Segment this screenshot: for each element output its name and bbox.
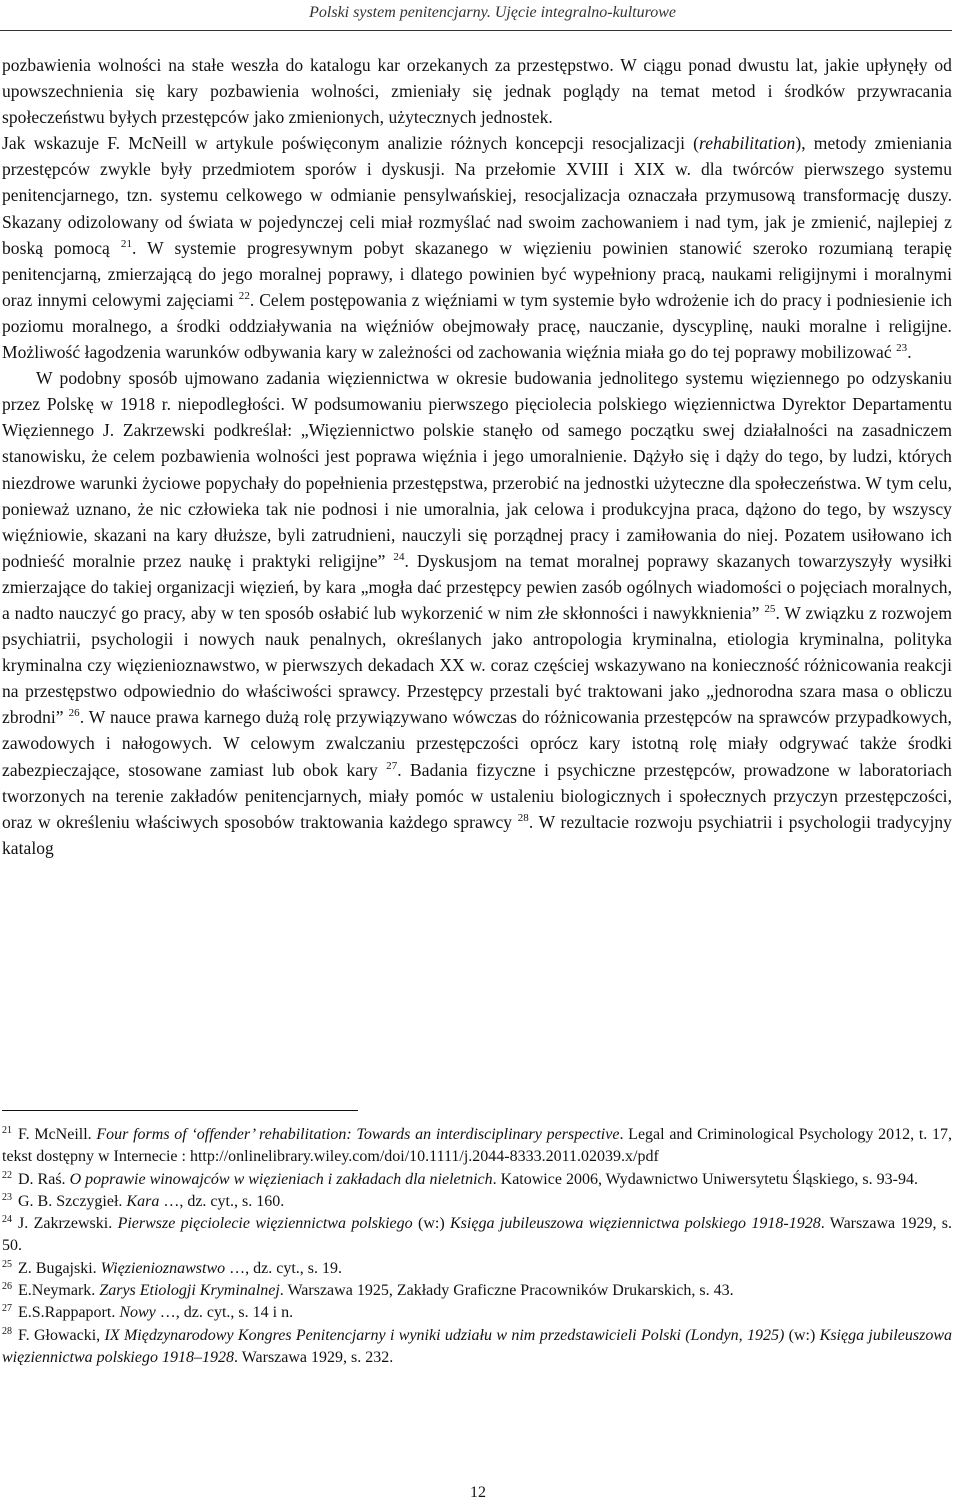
running-title: Polski system penitencjarny. Ujęcie integralno-kulturowe [309,4,676,21]
paragraph-2 [2,130,952,365]
footnote-text: (w:) [784,1326,820,1344]
footnote-title: Zarys Etiologji Kryminalnej [99,1282,280,1300]
page-number-text: 12 [470,1484,486,1501]
footnote-text: . Warszawa 1925, Zakłady Graficzne Pracowników Drukarskich, s. 43. [279,1282,734,1300]
footnote-title: Nowy [119,1304,156,1322]
footnote-ref-23[interactable]: 23 [896,342,908,355]
header-divider [0,30,952,31]
footnote-26 [2,1280,952,1302]
paragraph-1 [2,52,952,130]
footnote-title: Księga jubileuszowa więziennictwa polskiego 1918–1928 [2,1326,952,1366]
footnote-21 [2,1124,952,1169]
footnote-27 [2,1302,952,1324]
footnotes [2,1124,952,1369]
footnote-number: 25 [2,1258,12,1270]
footnote-ref-22[interactable]: 22 [238,289,250,302]
paragraph-text: . Badania fizyczne i psychiczne przestępców, prowadzone w laboratoriach tworzonych na terenie zakładów penitencjarnych, miały pomóc w ustaleniu biologicznych i społecznych przyczyn przestępczości, oraz w określeniu właściwych sposobów traktowania każdego sprawcy [2,759,952,832]
paragraph-text: ), metody zmieniania przestępców zwykle były przedmiotem sporów i dyskusji. Na przełomie XVIII i XIX w. dla twórców pierwszego systemu penitencjarnego, tzn. systemu celkowego w odmianie pensylwańskiej, resocjalizacja oznaczała przymusową transformację duszy. Skazany odizolowany od świata w pojedynczej celi miał rozmyślać nad swoim zachowaniem i nad tym, jak je zmienić, najlepiej z boską pomocą [2,133,952,258]
paragraph-text: . [907,342,912,363]
page-number [0,1484,960,1502]
footnote-25 [2,1258,952,1280]
footnote-title: Kara [126,1192,160,1210]
footnote-title: Księga jubileuszowa więziennictwa polskiego 1918-1928 [450,1215,821,1233]
footnote-title: Four forms of ‘offender’ rehabilitation: Towards an interdisciplinary perspective [96,1126,620,1143]
footnote-22 [2,1169,952,1191]
footnote-number: 27 [2,1303,12,1315]
footnote-23 [2,1191,952,1213]
footnote-title: O poprawie winowajców w więzieniach i zakładach dla nieletnich [69,1170,493,1188]
footnote-number: 28 [2,1325,12,1337]
paragraph-text: . W systemie progresywnym pobyt skazanego w więzieniu powinien stanowić szeroko rozumianą terapię penitencjarną, zmierzającą do jego moralnej poprawy, i dlatego powinien być wypełniony pracą, naukami religijnymi i moralnymi oraz innymi celowymi zajęciami [2,237,952,310]
footnote-text: E.Neymark. [18,1282,100,1300]
italic-term: rehabilitation [699,133,796,154]
footnote-title: Pierwsze pięciolecie więziennictwa polskiego [117,1215,413,1233]
footnote-ref-27[interactable]: 27 [386,759,398,772]
footnote-ref-26[interactable]: 26 [68,707,80,720]
footnote-ref-28[interactable]: 28 [517,811,529,824]
footnote-text: . Legal and Criminological Psychology 2012, t. 17, tekst dostępny w Internecie : http://onlinelibrary.wiley.com/doi/10.1111/j.2044-8333.2011.02039.x/pdf [2,1126,953,1166]
paragraph-text: pozbawienia wolności na stałe weszła do katalogu kar orzekanych za przestępstwo. W ciągu ponad dwustu lat, jakie upłynęły od upowszechnienia się kary pozbawienia wolności, zmieniały się jednak poglądy na temat metod i środków przywracania społeczeństwu byłych przestępców jako zmienionych, użytecznych jednostek. [2,55,952,128]
footnote-text: E.S.Rappaport. [18,1304,120,1322]
footnote-number: 24 [2,1214,12,1226]
footnote-text: D. Raś. [18,1170,70,1188]
paragraph-text: . Celem postępowania z więźniami w tym systemie było wdrożenie ich do pracy i podniesienie ich poziomu moralnego, a środki oddziaływania na więźniów obejmowały pracę, nauczanie, dyscyplinę, nauki moralne i religijne. Możliwość łagodzenia warunków odbywania kary w zależności od zachowania więźnia miała go do tej poprawy mobilizować [2,289,952,363]
paragraph-text: Jak wskazuje F. McNeill w artykule poświęconym analizie różnych koncepcji resocjalizacji ( [2,133,700,154]
paragraph-text: . W rezultacie rozwoju psychiatrii i psychologii tradycyjny katalog [2,811,952,858]
paragraph-3 [2,365,952,861]
footnote-text: …, dz. cyt., s. 14 i n. [155,1304,294,1322]
footnote-text: …, dz. cyt., s. 19. [225,1259,342,1277]
paragraph-text: . Dyskusjom na temat moralnej poprawy skazanych towarzyszyły wysiłki zmierzające do takiej organizacji więzień, by kara „mogła dać przestępcy pewien zasób ogólnych wiadomości o pojęciach moralnych, a nadto nauczyć go pracy, aby w ten sposób osłabić lub wykorzenić w nim złe skłonności i nawykknienia” [2,550,952,623]
footnote-text: . Warszawa 1929, s. 50. [2,1215,953,1255]
footnote-text: F. Głowacki, [18,1326,105,1344]
footnote-text: J. Zakrzewski. [18,1215,118,1233]
footnote-ref-24[interactable]: 24 [393,550,405,563]
footnote-divider [2,1110,358,1111]
footnote-text: …, dz. cyt., s. 160. [159,1192,285,1210]
page-header [0,4,960,30]
footnote-text: Z. Bugajski. [18,1259,101,1277]
footnote-number: 21 [2,1125,12,1136]
footnote-ref-21[interactable]: 21 [120,237,132,250]
footnote-24 [2,1213,952,1258]
footnote-number: 23 [2,1191,12,1203]
footnote-number: 22 [2,1169,12,1181]
paragraph-text: . W nauce prawa karnego dużą rolę przywiązywano wówczas do różnicowania przestępców na sprawców przypadkowych, zawodowych i nałogowych. W celowym zwalczaniu przestępczości oprócz kary istotną rolę miały odgrywać także środki zabezpieczające, stosowane zamiast lub obok kary [2,707,952,780]
footnote-ref-25[interactable]: 25 [764,602,776,615]
footnote-text: . Warszawa 1929, s. 232. [233,1348,394,1366]
footnote-title: Więzienioznawstwo [100,1259,226,1277]
footnote-title: IX Międzynarodowy Kongres Penitencjarny i wyniki udziału w nim przedstawicieli Polski (Londyn, 1925) [104,1326,785,1344]
paragraph-text: W podobny sposób ujmowano zadania więziennictwa w okresie budowania jednolitego systemu więziennego po odzyskaniu przez Polskę w 1918 r. niepodległości. W podsumowaniu pierwszego pięciolecia polskiego więziennictwa Dyrektor Departamentu Więziennego J. Zakrzewski podkreślał: „Więziennictwo polskie stanęło od samego początku swej działalności na zasadniczem stanowisku, że celem pozbawienia wolności jest poprawa więźnia i jego umoralnienie. Dążyło się i dąży do tego, by ludzi, których niezdrowe warunki życiowe popychały do popełnienia przestępstwa, przerobić na jednostki użyteczne dla społeczeństwa. W tym celu, ponieważ uznano, że nic człowieka tak nie podnosi i nie umoralnia, jak celowa i produkcyjna praca, dążono do tego, by wszyscy więźniowie, skazani na kary dłuższe, byli zatrudnieni, nauczyli się porządnej pracy i zamiłowania do niej. Pozatem usiłowano ich podnieść moralnie przez naukę i praktyki religijne” [2,368,952,571]
footnote-text: G. B. Szczygieł. [18,1192,127,1210]
footnote-28 [2,1325,952,1370]
footnote-text: F. McNeill. [18,1126,97,1143]
footnote-text: . Katowice 2006, Wydawnictwo Uniwersytetu Śląskiego, s. 93-94. [492,1170,918,1188]
footnote-number: 26 [2,1281,12,1293]
paragraph-text: . W związku z rozwojem psychiatrii, psychologii i nowych nauk penalnych, określanych jako antropologia kryminalna, etiologia kryminalna, polityka kryminalna czy więzienioznawstwo, w pierwszych dekadach XX w. coraz częściej wskazywano na konieczność różnicowania reakcji na przestępstwo odpowiednio do właściwości sprawcy. Przestępcy przestali być traktowani jako „jednorodna szara masa o obliczu zbrodni” [2,602,953,728]
main-text [2,52,952,861]
footnote-text: (w:) [412,1215,450,1233]
